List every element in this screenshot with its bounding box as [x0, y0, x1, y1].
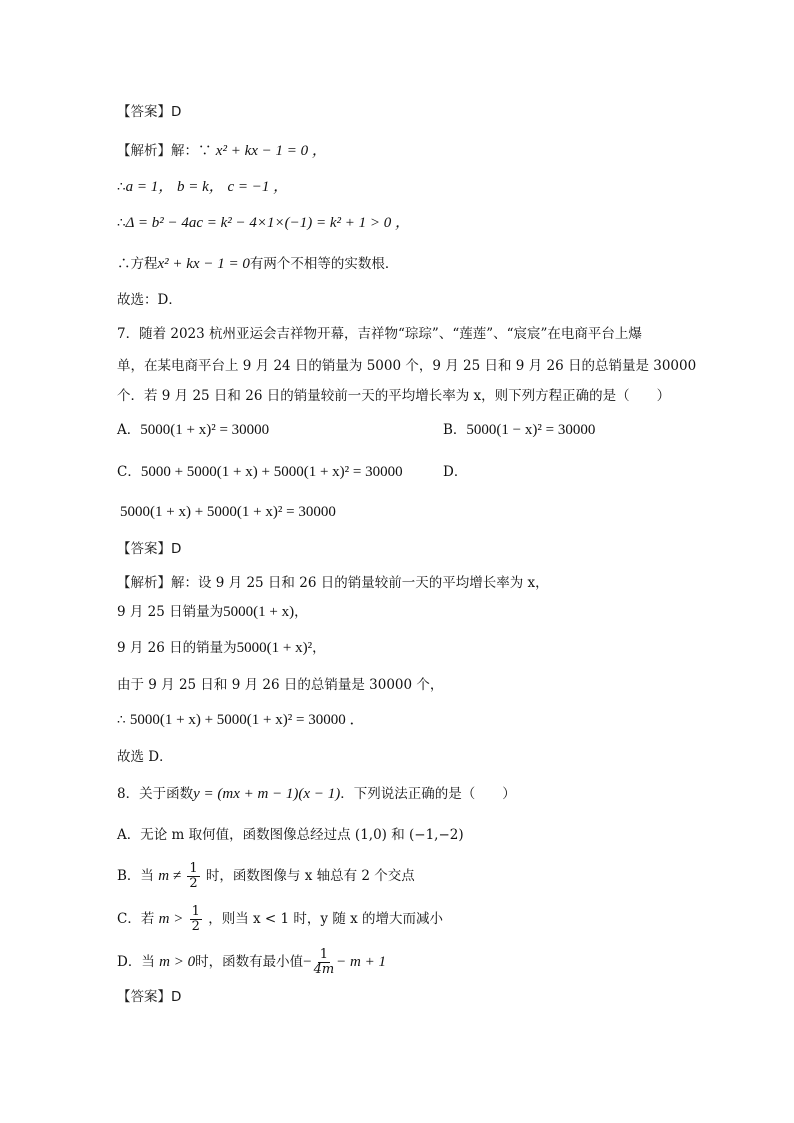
q6-analysis-line: [117, 141, 327, 161]
given-equation: x² + kx − 1 = 0 ，: [215, 143, 327, 159]
option-a-equation: 5000(1 + x)² = 30000: [140, 422, 270, 438]
therefore-symbol: ∴: [117, 256, 131, 272]
option-label: C．: [117, 464, 141, 480]
option-prefix: D．当: [117, 954, 155, 970]
q7-option-d-equation: 5000(1 + x) + 5000(1 + x)² = 30000: [120, 504, 336, 520]
because-symbol: ∵: [198, 143, 212, 159]
option-text: 时，函数有最小值: [195, 954, 304, 970]
solution-math: 5000(1 + x) + 5000(1 + x)² = 30000 ．: [129, 712, 365, 728]
numerator: 1: [191, 904, 200, 919]
numerator: 1: [319, 947, 328, 962]
q8-option-a: A．无论 m 取何值，函数图像总经过点 (1,0) 和 (−1,−2): [117, 827, 464, 843]
answer-tag: 【答案】: [117, 541, 171, 557]
solution-math: 5000(1 + x): [223, 604, 295, 620]
option-label: A．: [117, 422, 141, 438]
q7-solution-line-3: [117, 638, 326, 658]
q7-option-d-label: D．: [443, 464, 468, 480]
solution-math: 5000(1 + x)²: [236, 640, 313, 656]
therefore-symbol: ∴: [117, 712, 126, 728]
option-c-equation: 5000 + 5000(1 + x) + 5000(1 + x)² = 30000: [140, 464, 403, 480]
q8-option-c: [117, 905, 443, 934]
fraction: [187, 862, 199, 891]
condition: m ≠: [158, 868, 182, 884]
q7-stem-line-2: 单，在某电商平台上 9 月 24 日的销量为 5000 个，9 月 25 日和 9 月 26 日的总销量是 30000: [117, 358, 697, 374]
condition: m >: [158, 911, 184, 927]
option-label: B．: [443, 422, 467, 438]
denominator: 2: [191, 919, 200, 934]
option-text: 时，函数图像与 x 轴总有 2 个交点: [205, 868, 415, 884]
answer-value: D: [171, 104, 182, 120]
q6-answer-line: [117, 102, 181, 122]
numerator: 1: [189, 861, 198, 876]
q8-stem: [117, 784, 516, 804]
discriminant: Δ = b² − 4ac = k² − 4×1×(−1) = k² + 1 > 0 ，: [125, 215, 411, 231]
option-prefix: B．当: [117, 868, 154, 884]
q6-discriminant-line: [117, 213, 410, 233]
punct: ，: [294, 604, 308, 620]
stem-suffix: ．下列说法正确的是（ ）: [340, 786, 516, 802]
option-b-equation: 5000(1 − x)² = 30000: [466, 422, 596, 438]
q7-solution-line-4: 由于 9 月 25 日和 9 月 26 日的总销量是 30000 个，: [117, 677, 444, 693]
q7-option-c: [117, 462, 403, 482]
option-text: ，则当 x < 1 时，y 随 x 的增大而减小: [208, 911, 444, 927]
q8-answer-line: [117, 987, 181, 1007]
q7-option-a: [117, 420, 269, 440]
option-prefix: C．若: [117, 911, 155, 927]
solve-label: 解：: [171, 143, 198, 159]
q7-stem-line-3: 个．若 9 月 25 日和 26 日的销量较前一天的平均增长率为 x，则下列方程正确的是（ ）: [117, 388, 671, 404]
q8-option-d: [117, 948, 386, 977]
q6-conclusion-line: [117, 254, 398, 274]
answer-tag: 【答案】: [117, 989, 171, 1005]
option-expression: − m + 1: [336, 954, 386, 970]
coefficients: a = 1， b = k， c = −1 ，: [125, 179, 289, 195]
q7-solution-line-5: [117, 710, 364, 730]
q6-choose-line: 故选：D．: [117, 292, 182, 308]
q7-solution-line-2: [117, 602, 308, 622]
answer-tag: 【答案】: [117, 104, 171, 120]
therefore-symbol: ∴: [117, 215, 126, 231]
q7-option-b: [443, 420, 595, 440]
answer-value: D: [171, 541, 182, 557]
fraction: [190, 905, 202, 934]
q7-solution-line-1: [117, 573, 549, 593]
q7-answer-line: [117, 539, 181, 559]
punct: ，: [312, 640, 326, 656]
conclusion-suffix: 有两个不相等的实数根．: [249, 256, 399, 272]
fraction: [314, 948, 335, 977]
condition: m > 0: [159, 954, 196, 970]
stem-prefix: 8．关于函数: [117, 786, 194, 802]
minus-sign: −: [303, 954, 312, 970]
analysis-tag: 【解析】: [117, 143, 171, 159]
answer-value: D: [171, 989, 182, 1005]
q7-stem-line-1: 7．随着 2023 杭州亚运会吉祥物开幕，吉祥物“琮琮”、“莲莲”、“宸宸”在电商平台上爆: [117, 326, 642, 342]
conclusion-equation: x² + kx − 1 = 0: [157, 256, 250, 272]
denominator: 4m: [313, 962, 335, 977]
solution-text: 9 月 25 日销量为: [117, 604, 224, 620]
denominator: 2: [189, 876, 198, 891]
function-expression: y = (mx + m − 1)(x − 1): [193, 786, 341, 802]
q8-option-b: [117, 862, 415, 891]
solution-text: 解：设 9 月 25 日和 26 日的销量较前一天的平均增长率为 x，: [171, 575, 549, 591]
therefore-symbol: ∴: [117, 179, 126, 195]
q7-choose-line: 故选 D．: [117, 749, 173, 765]
conclusion-prefix: 方程: [130, 256, 158, 272]
analysis-tag: 【解析】: [117, 575, 171, 591]
solution-text: 9 月 26 日的销量为: [117, 640, 237, 656]
q6-coeffs-line: [117, 177, 288, 197]
